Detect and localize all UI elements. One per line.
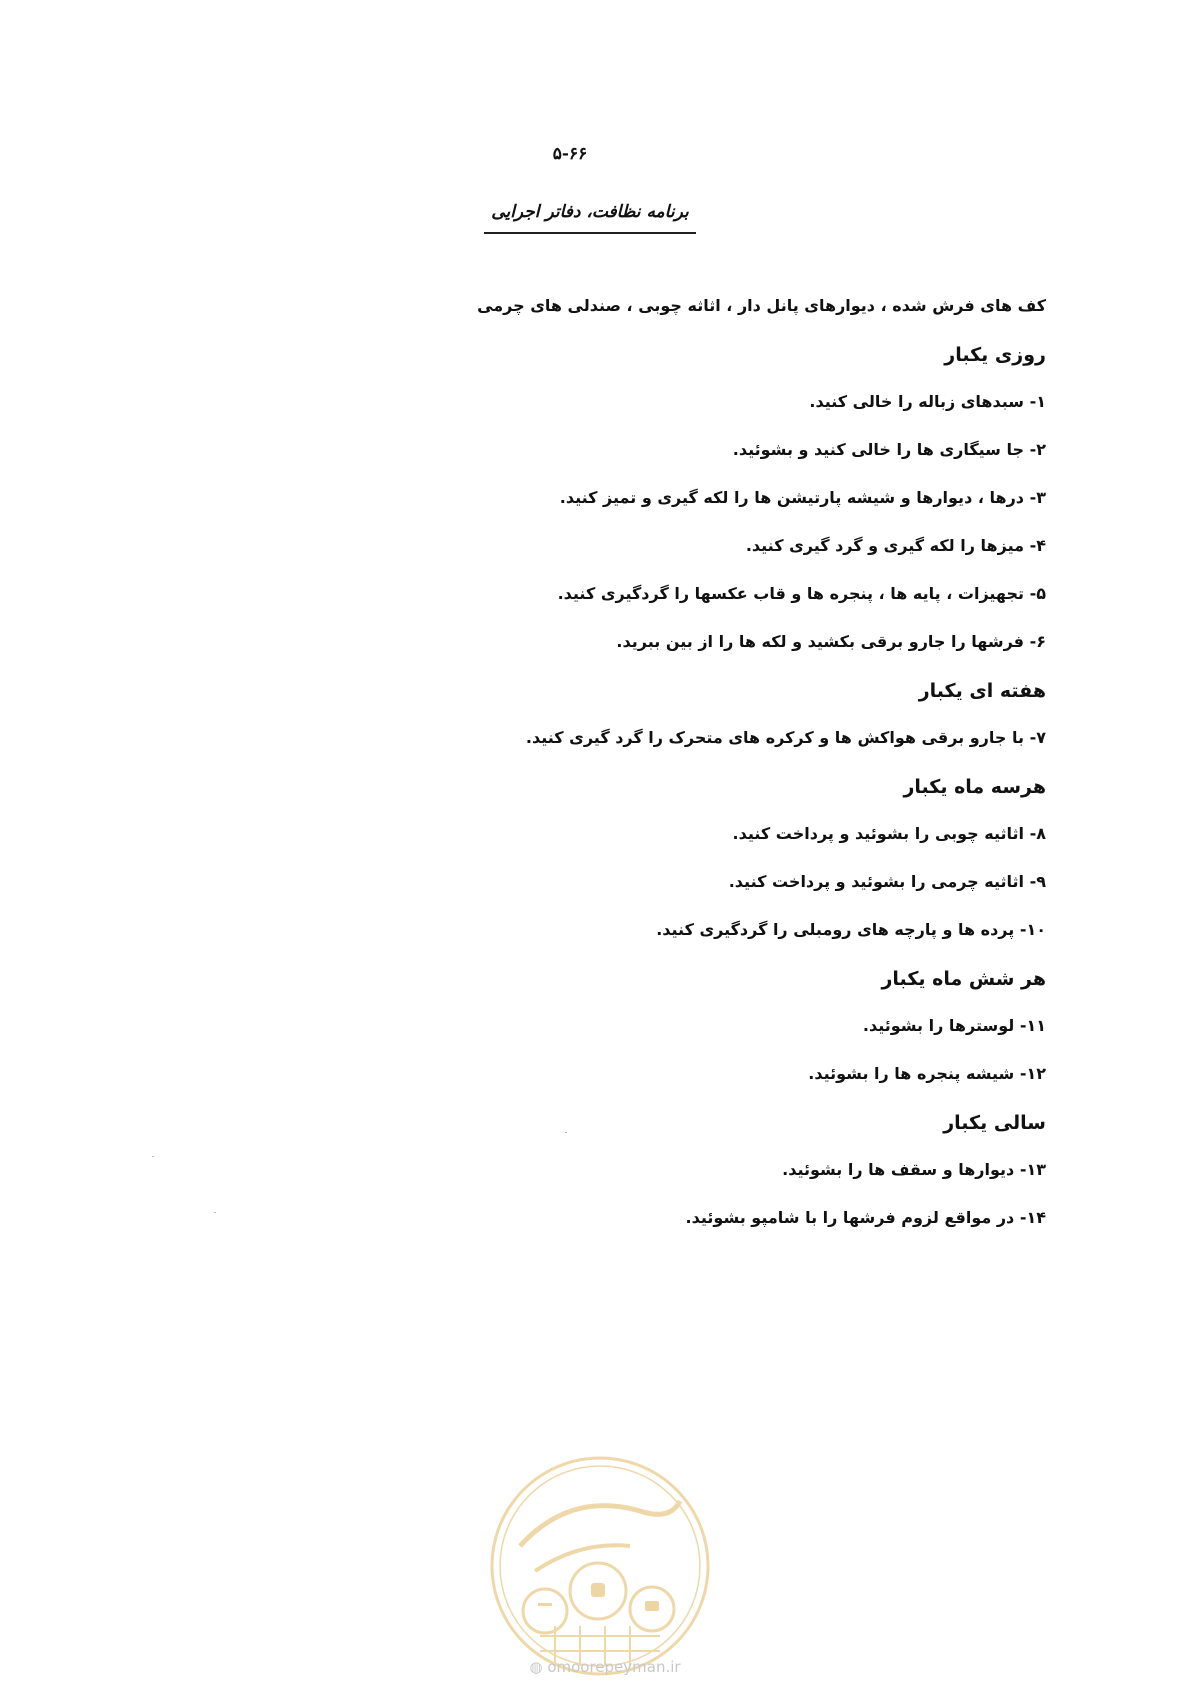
list-item: ۱۰- پرده ها و پارچه های رومبلی را گردگیری کنید.: [656, 920, 1046, 939]
scan-speck: [214, 1212, 216, 1213]
section-heading-quarterly: هرسه ماه یکبار: [903, 776, 1046, 798]
globe-icon: ◍: [529, 1658, 543, 1676]
list-item: ۸- اثاثیه چوبی را بشوئید و پرداخت کنید.: [732, 824, 1046, 843]
scan-speck: [152, 1156, 154, 1157]
page-number: ۵-۶۶: [552, 144, 588, 164]
section-heading-daily: روزی یکبار: [944, 344, 1046, 366]
section-heading-yearly: سالی یکبار: [943, 1112, 1046, 1134]
scan-speck: [565, 1132, 567, 1133]
page-title: برنامه نظافت، دفاتر اجرایی: [491, 202, 689, 222]
section-heading-semiannual: هر شش ماه یکبار: [881, 968, 1046, 990]
list-item: ۱۳- دیوارها و سقف ها را بشوئید.: [782, 1160, 1046, 1179]
list-item: ۲- جا سیگاری ها را خالی کنید و بشوئید.: [732, 440, 1046, 459]
section-heading-weekly: هفته ای یکبار: [918, 680, 1046, 702]
list-item: ۴- میزها را لکه گیری و گرد گیری کنید.: [745, 536, 1046, 555]
list-item: ۱- سبدهای زباله را خالی کنید.: [809, 392, 1046, 411]
intro-line: کف های فرش شده ، دیوارهای پانل دار ، اثاثه چوبی ، صندلی های چرمی: [477, 296, 1046, 315]
watermark-url: [495, 1658, 715, 1676]
list-item: ۳- درها ، دیوارها و شیشه پارتیشن ها را لکه گیری و تمیز کنید.: [559, 488, 1046, 507]
list-item: ۶- فرشها را جارو برقی بکشید و لکه ها را از بین ببرید.: [616, 632, 1046, 651]
list-item: ۹- اثاثیه چرمی را بشوئید و پرداخت کنید.: [728, 872, 1046, 891]
list-item: ۷- با جارو برقی هواکش ها و کرکره های متحرک را گرد گیری کنید.: [525, 728, 1046, 747]
title-underline: [484, 232, 696, 234]
list-item: ۱۴- در مواقع لزوم فرشها را با شامپو بشوئید.: [685, 1208, 1046, 1227]
document-body: [406, 296, 1046, 1256]
list-item: ۱۱- لوسترها را بشوئید.: [862, 1016, 1046, 1035]
watermark-url-text: omoorepeyman.ir: [547, 1658, 681, 1676]
list-item: ۵- تجهیزات ، پایه ها ، پنجره ها و قاب عکسها را گردگیری کنید.: [557, 584, 1046, 603]
list-item: ۱۲- شیشه پنجره ها را بشوئید.: [808, 1064, 1046, 1083]
watermark-logo: [480, 1451, 720, 1691]
